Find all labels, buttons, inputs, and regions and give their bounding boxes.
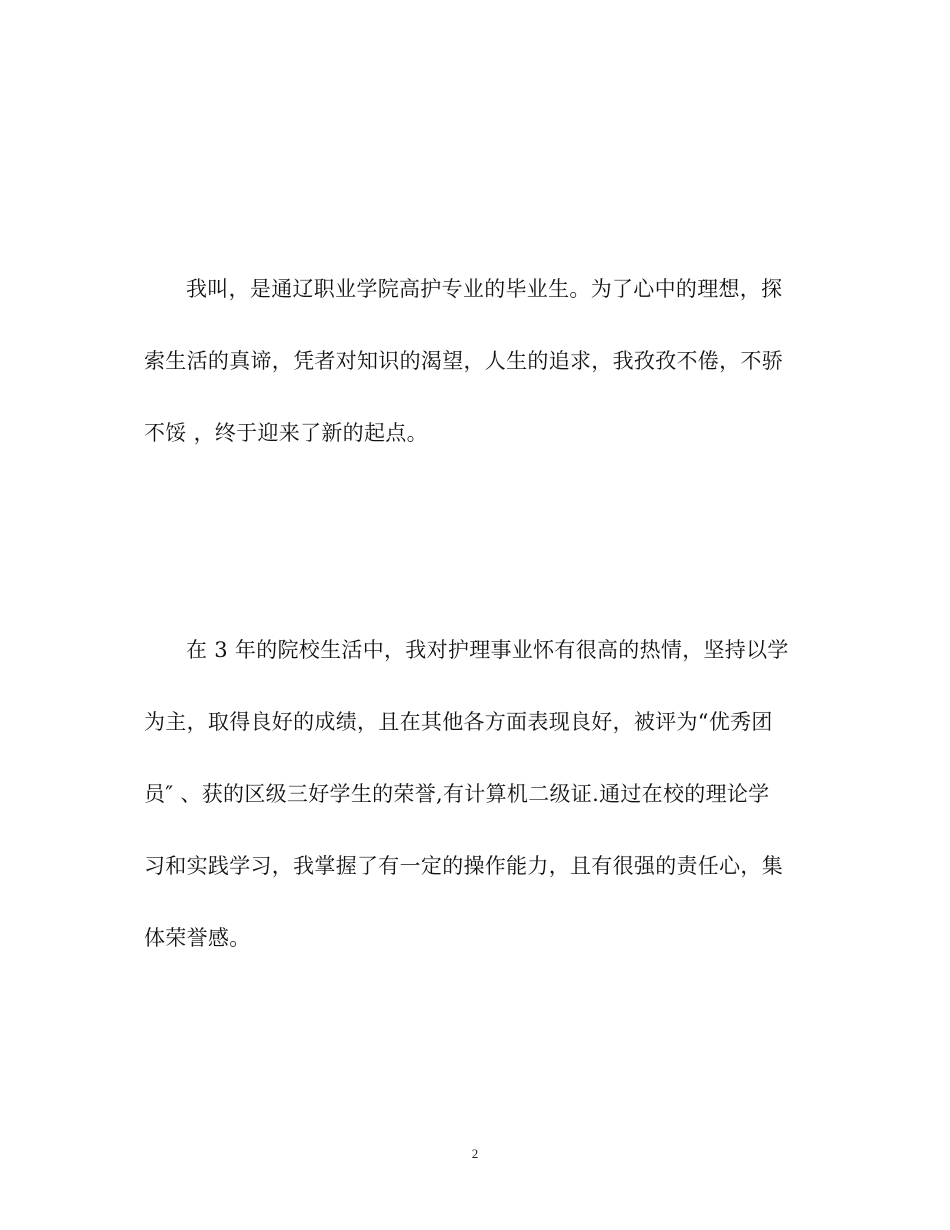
paragraph-2-line-1: 在 3 年的院校生活中，我对护理事业怀有很高的热情，坚持以学 [186,638,789,662]
paragraph-2-line-2: 为主，取得良好的成绩，且在其他各方面表现良好，被评为“优秀团 [144,710,773,734]
paragraph-2-line-3: 员″ 、获的区级三好学生的荣誉,有计算机二级证.通过在校的理论学 [144,782,770,806]
paragraph-2-line-5: 体荣誉感。 [144,926,251,950]
paragraph-2-line-4: 习和实践学习，我掌握了有一定的操作能力，且有很强的责任心，集 [144,854,783,878]
page-number: 2 [471,1146,479,1161]
paragraph-1-line-2: 索生活的真谛，凭者对知识的渴望，人生的追求，我孜孜不倦，不骄 [144,349,783,373]
paragraph-1-line-3: 不馁 ，终于迎来了新的起点。 [144,421,428,445]
paragraph-1-line-1: 我叫，是通辽职业学院高护专业的毕业生。为了心中的理想，探 [186,277,783,301]
